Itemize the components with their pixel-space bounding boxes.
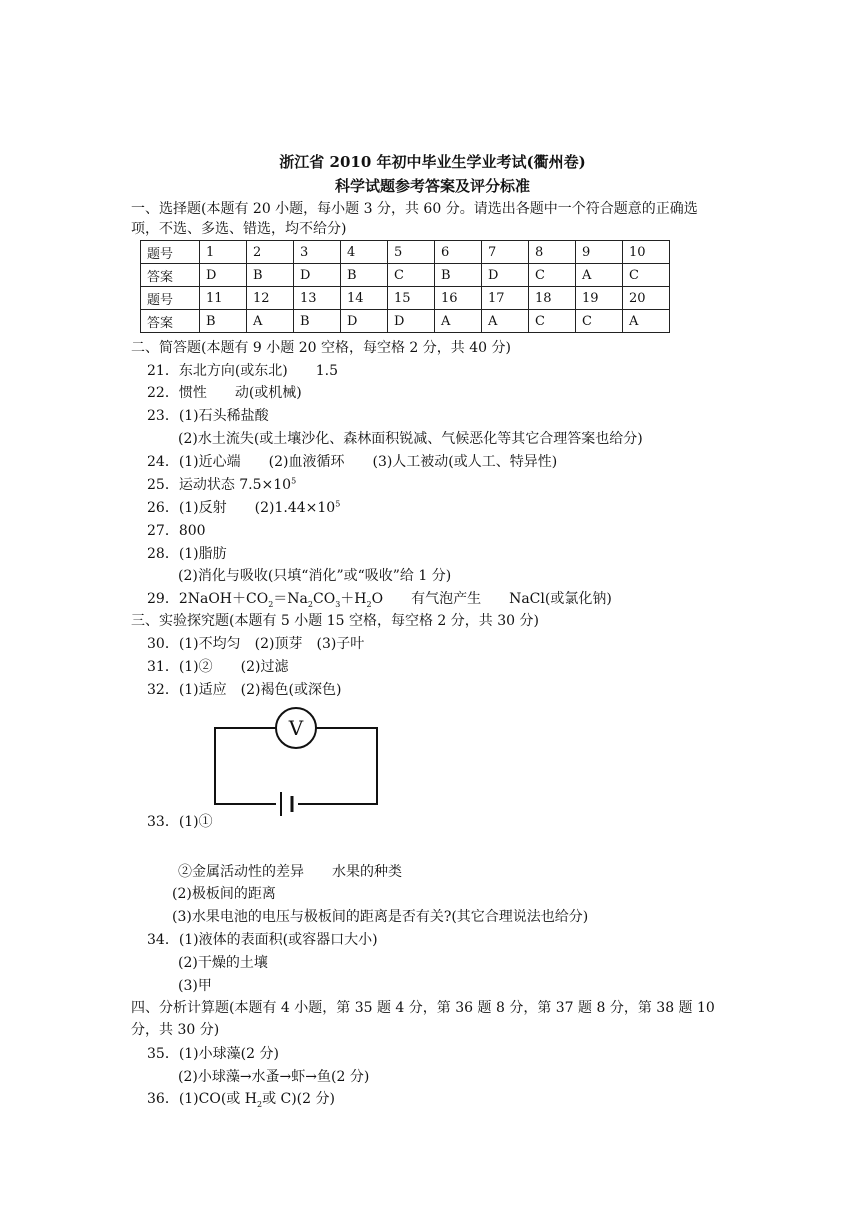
answer-24: 24．(1)近心端 (2)血液循环 (3)人工被动(或人工、特异性): [147, 454, 558, 470]
table-cell: D: [482, 264, 529, 287]
section-1-heading-cont: 项，不选、多选、错选，均不给分): [131, 221, 347, 237]
table-cell: B: [200, 310, 247, 333]
table-cell: 15: [388, 287, 435, 310]
table-cell: C: [529, 310, 576, 333]
section-3-heading: 三、实验探究题(本题有 5 小题 15 空格，每空格 2 分，共 30 分): [131, 613, 539, 629]
doc-subtitle: 科学试题参考答案及评分标准: [334, 177, 530, 195]
answer-23-1: 23．(1)石头稀盐酸: [147, 408, 269, 424]
table-cell: 12: [247, 287, 294, 310]
answer-33-3: (3)水果电池的电压与极板间的距离是否有关?(其它合理说法也给分): [172, 909, 589, 925]
answer-33-2: (2)极板间的距离: [172, 886, 276, 902]
answer-34-3: (3)甲: [178, 978, 212, 994]
table-cell: 18: [529, 287, 576, 310]
answer-27: 27．800: [147, 523, 206, 539]
table-cell: A: [435, 310, 482, 333]
table-cell: B: [341, 264, 388, 287]
table-cell: D: [294, 264, 341, 287]
table-cell: A: [247, 310, 294, 333]
answer-25: 25．运动状态 $7.5\times 10^5$: [147, 476, 297, 493]
table-cell: C: [529, 264, 576, 287]
answer-35-2: (2)小球藻→水蚤→虾→鱼(2 分): [178, 1069, 370, 1085]
table-cell: 19: [576, 287, 623, 310]
answer-table: [140, 240, 670, 333]
section-4-heading: 四、分析计算题(本题有 4 小题，第 35 题 4 分，第 36 题 8 分，第 37 题 8 分，第 38 题 10: [131, 1000, 715, 1016]
answer-23-2: (2)水土流失(或土壤沙化、森林面积锐减、气候恶化等其它合理答案也给分): [178, 431, 643, 447]
table-row: [141, 287, 670, 310]
table-cell: 1: [200, 241, 247, 264]
table-row: [141, 264, 670, 287]
answer-28-1: 28．(1)脂肪: [147, 546, 227, 562]
doc-title: 浙江省 2010 年初中毕业生学业考试(衢州卷): [279, 153, 586, 171]
table-cell: C: [388, 264, 435, 287]
answer-32: 32．(1)适应 (2)褐色(或深色): [147, 682, 342, 698]
answer-22: 22．惯性 动(或机械): [147, 385, 302, 401]
table-cell: A: [623, 310, 670, 333]
table-cell: C: [623, 264, 670, 287]
table-cell: D: [200, 264, 247, 287]
table-cell: 8: [529, 241, 576, 264]
table-cell: 6: [435, 241, 482, 264]
table-cell: 9: [576, 241, 623, 264]
table-cell: 13: [294, 287, 341, 310]
answer-28-2: (2)消化与吸收(只填“消化”或“吸收”给 1 分): [178, 568, 452, 584]
answer-34-1: 34．(1)液体的表面积(或容器口大小): [147, 932, 378, 948]
table-cell: 14: [341, 287, 388, 310]
table-cell: 20: [623, 287, 670, 310]
answer-36-1: 36．(1)CO(或 $H_2$或 C)(2 分): [147, 1091, 335, 1109]
circuit-diagram: [210, 702, 385, 832]
table-cell: 16: [435, 287, 482, 310]
table-cell: B: [435, 264, 482, 287]
table-row-header: 题号: [141, 287, 200, 310]
table-cell: 4: [341, 241, 388, 264]
table-cell: D: [388, 310, 435, 333]
answer-29: 29．$2NaOH+CO_2=Na_2CO_3+H_2O$ 有气泡产生 NaCl(或氯化钠): [147, 591, 612, 609]
answer-35-1: 35．(1)小球藻(2 分): [147, 1046, 279, 1062]
table-row-header: 答案: [141, 264, 200, 287]
table-cell: 10: [623, 241, 670, 264]
table-row-header: 答案: [141, 310, 200, 333]
battery-gap: [276, 796, 298, 812]
table-cell: B: [294, 310, 341, 333]
table-cell: 2: [247, 241, 294, 264]
answer-31: 31．(1)② (2)过滤: [147, 659, 289, 675]
table-cell: 7: [482, 241, 529, 264]
table-cell: B: [247, 264, 294, 287]
table-cell: 3: [294, 241, 341, 264]
section-2-heading: 二、简答题(本题有 9 小题 20 空格，每空格 2 分，共 40 分): [131, 340, 511, 356]
answer-33-1b: ②金属活动性的差异 水果的种类: [178, 864, 402, 880]
table-cell: A: [576, 264, 623, 287]
section-1-heading: 一、选择题(本题有 20 小题，每小题 3 分，共 60 分。请选出各题中一个符合题意的正确选: [131, 201, 698, 217]
table-cell: 11: [200, 287, 247, 310]
answer-21: 21．东北方向(或东北) 1.5: [147, 363, 339, 379]
answer-26: 26．(1)反射 $(2)1.44\times 10^5$: [147, 499, 341, 516]
voltmeter-label: V: [288, 716, 304, 740]
table-cell: 17: [482, 287, 529, 310]
section-4-heading-cont: 分，共 30 分): [131, 1022, 220, 1038]
table-row: [141, 241, 670, 264]
table-cell: 5: [388, 241, 435, 264]
answer-34-2: (2)干燥的土壤: [178, 955, 268, 971]
table-cell: C: [576, 310, 623, 333]
answer-33-1: 33．(1)①: [147, 814, 213, 830]
table-cell: A: [482, 310, 529, 333]
answer-30: 30．(1)不均匀 (2)顶芽 (3)子叶: [147, 636, 365, 652]
table-row-header: 题号: [141, 241, 200, 264]
table-row: [141, 310, 670, 333]
table-cell: D: [341, 310, 388, 333]
